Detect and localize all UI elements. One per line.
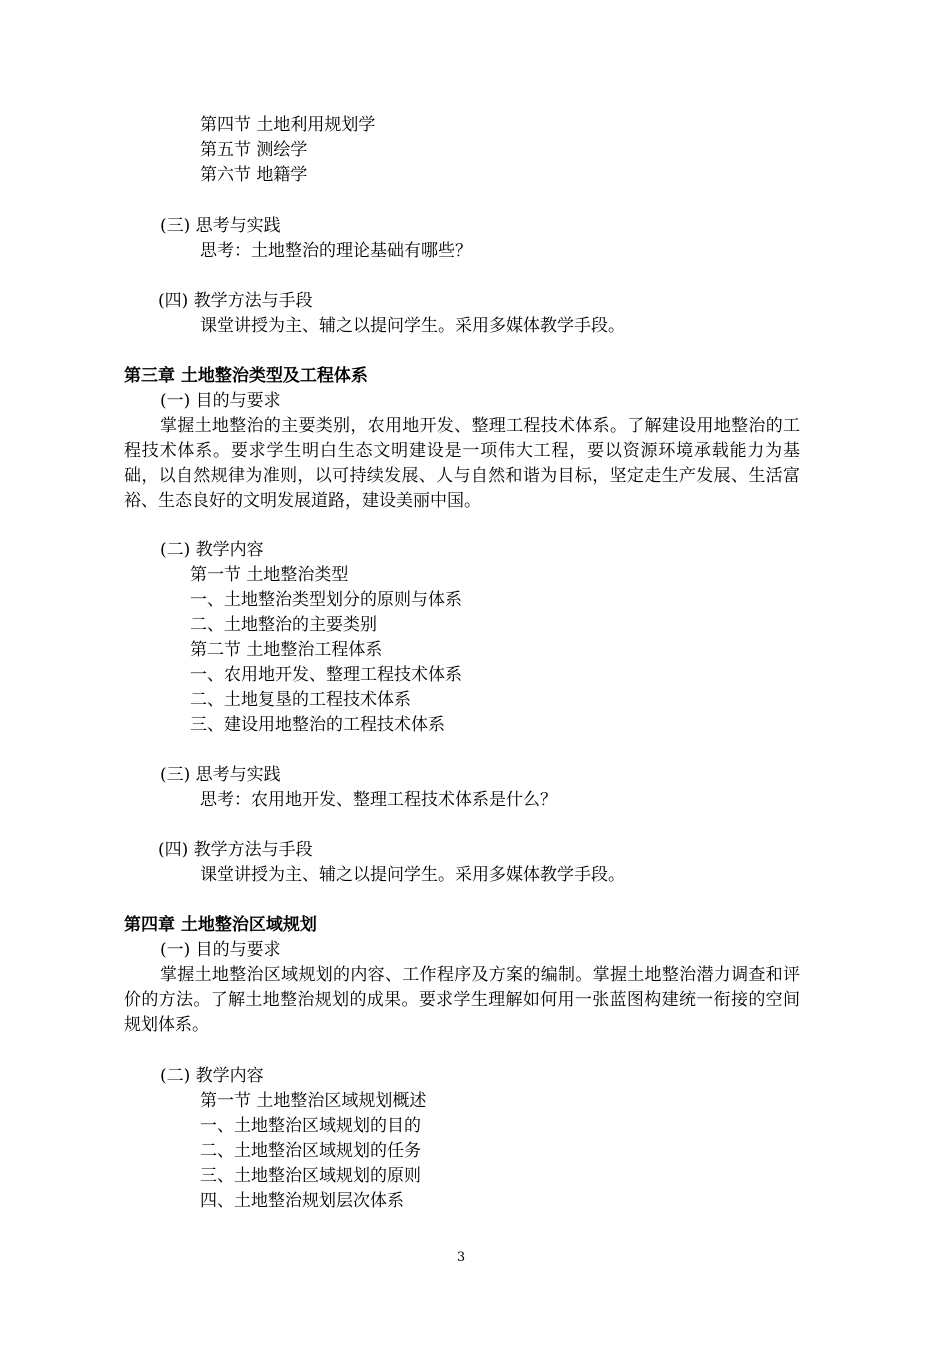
subheading: (三) 思考与实践 [160, 765, 281, 785]
body-text: 课堂讲授为主、辅之以提问学生。采用多媒体教学手段。 [200, 865, 625, 885]
list-item: 二、土地整治的主要类别 [190, 615, 377, 635]
subheading: (二) 教学内容 [160, 1066, 264, 1086]
body-text: 课堂讲授为主、辅之以提问学生。采用多媒体教学手段。 [200, 316, 625, 336]
body-text: 思考：农用地开发、整理工程技术体系是什么？ [200, 790, 557, 810]
subheading: (三) 思考与实践 [160, 216, 281, 236]
list-item: 第二节 土地整治工程体系 [190, 640, 383, 660]
body-text: 思考：土地整治的理论基础有哪些？ [200, 241, 472, 261]
list-item: 一、农用地开发、整理工程技术体系 [190, 665, 462, 685]
subheading: (四) 教学方法与手段 [158, 291, 313, 311]
list-item: 四、土地整治规划层次体系 [200, 1191, 404, 1211]
section-line: 第四节 土地利用规划学 [200, 115, 376, 135]
list-item: 第一节 土地整治类型 [190, 565, 349, 585]
list-item: 三、土地整治区域规划的原则 [200, 1166, 421, 1186]
subheading: (一) 目的与要求 [160, 391, 281, 411]
chapter-title: 第三章 土地整治类型及工程体系 [124, 366, 368, 386]
paragraph: 掌握土地整治的主要类别，农用地开发、整理工程技术体系。了解建设用地整治的工程技术体系。要求学生明白生态文明建设是一项伟大工程，要以资源环境承载能力为基础，以自然规律为准则，以可持续发展、人与自然和谐为目标，坚定走生产发展、生活富裕、生态良好的文明发展道路，建设美丽中国。 [124, 416, 800, 511]
list-item: 一、土地整治区域规划的目的 [200, 1116, 421, 1136]
list-item: 第一节 土地整治区域规划概述 [200, 1091, 427, 1111]
subheading: (二) 教学内容 [160, 540, 264, 560]
list-item: 一、土地整治类型划分的原则与体系 [190, 590, 462, 610]
chapter-title: 第四章 土地整治区域规划 [124, 915, 317, 935]
subheading: (一) 目的与要求 [160, 940, 281, 960]
list-item: 三、建设用地整治的工程技术体系 [190, 715, 445, 735]
list-item: 二、土地整治区域规划的任务 [200, 1141, 421, 1161]
page-number: 3 [456, 1250, 466, 1265]
subheading: (四) 教学方法与手段 [158, 840, 313, 860]
section-line: 第六节 地籍学 [200, 165, 308, 185]
section-line: 第五节 测绘学 [200, 140, 308, 160]
list-item: 二、土地复垦的工程技术体系 [190, 690, 411, 710]
paragraph: 掌握土地整治区域规划的内容、工作程序及方案的编制。掌握土地整治潜力调查和评价的方法。了解土地整治规划的成果。要求学生理解如何用一张蓝图构建统一衔接的空间规划体系。 [124, 965, 800, 1035]
